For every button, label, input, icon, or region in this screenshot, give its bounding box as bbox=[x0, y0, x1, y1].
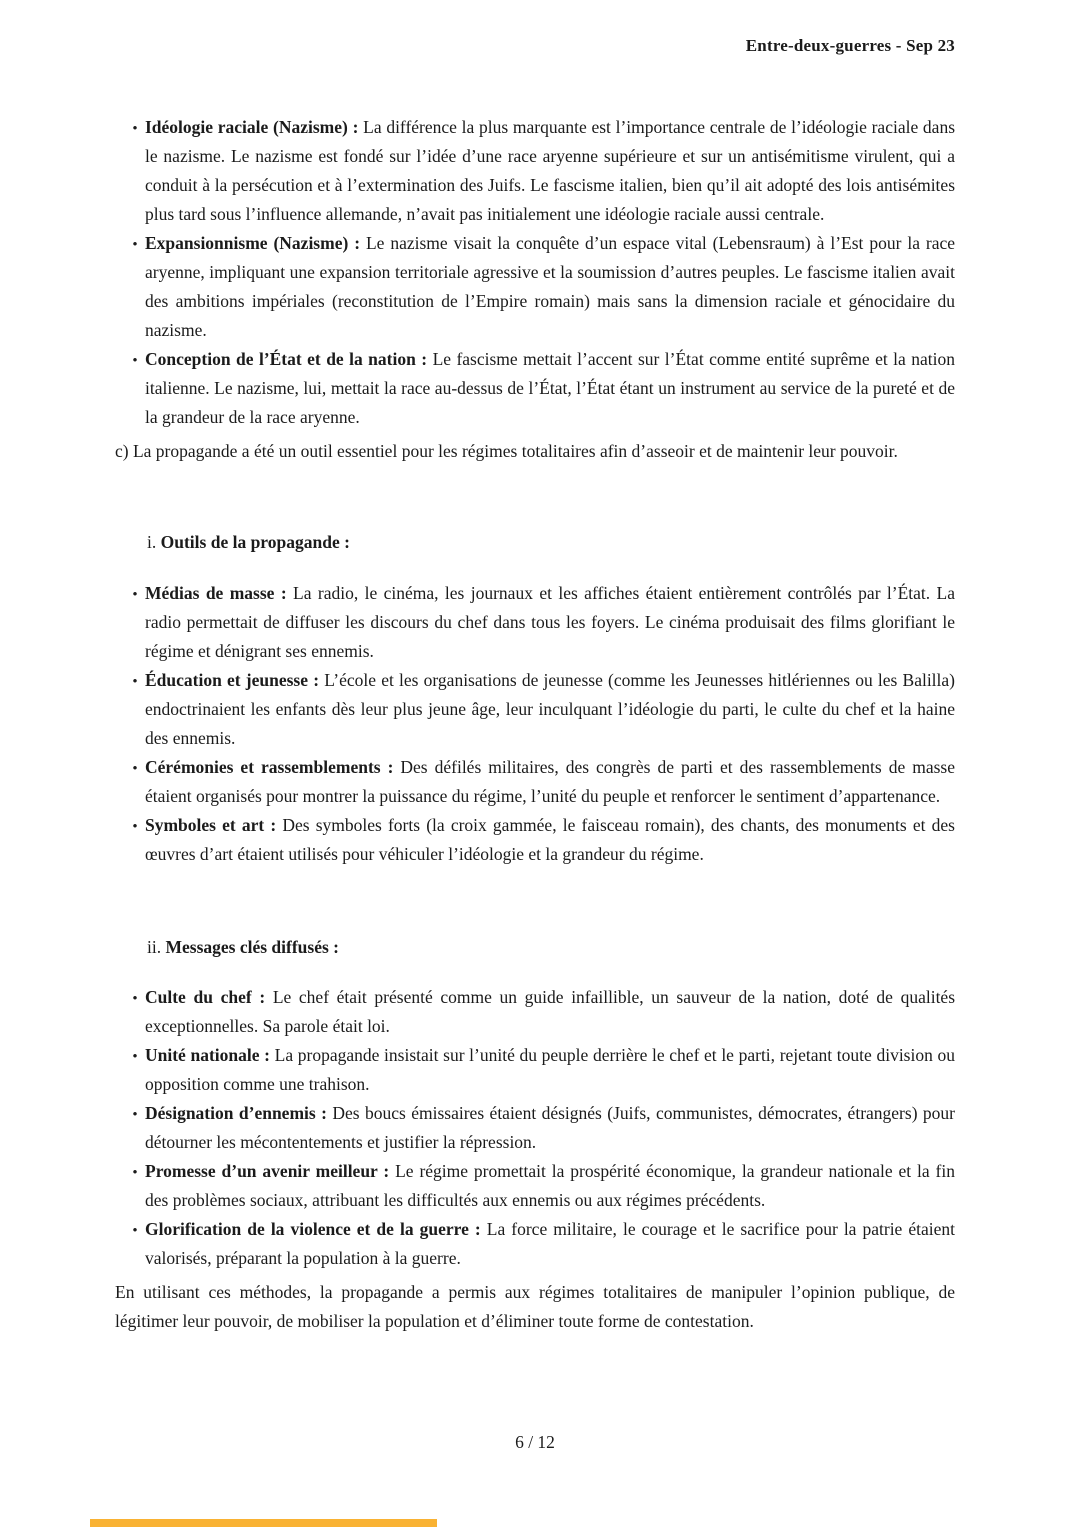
item-text: Le chef était présenté comme un guide infaillible, un sauveur de la nation, doté de qualités exceptionnelles. Sa parole était loi. bbox=[145, 987, 956, 1036]
bullet-icon bbox=[129, 229, 141, 260]
item-label: Glorification de la violence et de la guerre : bbox=[145, 1219, 481, 1239]
bullet-icon bbox=[129, 666, 141, 697]
closing-paragraph: En utilisant ces méthodes, la propagande a permis aux régimes totalitaires de manipuler l’opinion publique, de légitimer leur pouvoir, de mobiliser la population et d’éliminer toute forme de contestation. bbox=[115, 1282, 955, 1331]
bullet-icon bbox=[129, 983, 141, 1014]
list-item bbox=[115, 753, 955, 811]
item-label: Cérémonies et rassemblements : bbox=[145, 757, 394, 777]
item-text: La radio, le cinéma, les journaux et les affiches étaient entièrement contrôlés par l’État. La radio permettait de diffuser les discours du chef dans tous les foyers. Le cinéma produisait des films glorifiant le régime et dénigrant ses ennemis. bbox=[145, 583, 956, 661]
list-item bbox=[115, 345, 955, 432]
section-heading-messages bbox=[147, 933, 955, 962]
bullet-icon bbox=[129, 1041, 141, 1072]
item-text: La propagande insistait sur l’unité du peuple derrière le chef et le parti, rejetant toute division ou opposition comme une trahison. bbox=[145, 1045, 955, 1094]
item-label: Éducation et jeunesse : bbox=[145, 670, 320, 690]
list-item bbox=[115, 229, 955, 345]
item-text: La différence la plus marquante est l’importance centrale de l’idéologie raciale dans le nazisme. Le nazisme est fondé sur l’idée d’une race aryenne supérieure et sur un antisémitisme virulent, qui a conduit à la persécution et à l’extermination des Juifs. Le fascisme italien, bien qu’il ait adopté des lois antisémites plus tard sous l’influence allemande, n’avait pas initialement une idéologie raciale aussi centrale. bbox=[145, 117, 956, 224]
bullet-icon bbox=[129, 753, 141, 784]
page-number: 6 / 12 bbox=[515, 1432, 555, 1452]
bullet-icon bbox=[129, 579, 141, 610]
highlight-bar bbox=[90, 1519, 437, 1527]
item-label: Symboles et art : bbox=[145, 815, 277, 835]
bullet-icon bbox=[129, 1215, 141, 1246]
list-item bbox=[115, 579, 955, 666]
item-label: Idéologie raciale (Nazisme) : bbox=[145, 117, 359, 137]
paragraph-c: c) La propagande a été un outil essentiel pour les régimes totalitaires afin d’asseoir et de maintenir leur pouvoir. bbox=[115, 441, 898, 461]
list-item bbox=[115, 113, 955, 229]
item-label: Promesse d’un avenir meilleur : bbox=[145, 1161, 390, 1181]
section-heading-outils bbox=[147, 528, 955, 557]
list-item bbox=[115, 1041, 955, 1099]
item-text: Le nazisme visait la conquête d’un espace vital (Lebensraum) à l’Est pour la race aryenne, impliquant une expansion territoriale agressive et la soumission d’autres peuples. Le fascisme italien avait des ambitions impériales (reconstitution de l’Empire romain) mais sans la dimension raciale et génocidaire du nazisme. bbox=[145, 233, 956, 340]
item-text: Des boucs émissaires étaient désignés (Juifs, communistes, démocrates, étrangers) pour détourner les mécontentements et justifier la répression. bbox=[145, 1103, 956, 1152]
bullet-icon bbox=[129, 1157, 141, 1188]
section-prefix: ii. bbox=[147, 937, 162, 957]
bullet-icon bbox=[129, 345, 141, 376]
bullet-icon bbox=[129, 1099, 141, 1130]
messages-list bbox=[115, 983, 955, 1273]
page-footer bbox=[115, 1432, 955, 1453]
comparison-list bbox=[115, 113, 955, 432]
list-item bbox=[115, 666, 955, 753]
item-text: Des symboles forts (la croix gammée, le faisceau romain), des chants, des monuments et des œuvres d’art étaient utilisés pour véhiculer l’idéologie et la grandeur du régime. bbox=[145, 815, 955, 864]
section-title: Outils de la propagande : bbox=[160, 532, 350, 552]
list-item bbox=[115, 1099, 955, 1157]
item-label: Unité nationale : bbox=[145, 1045, 270, 1065]
section-prefix: i. bbox=[147, 532, 157, 552]
list-item bbox=[115, 1157, 955, 1215]
item-text: Le régime promettait la prospérité économique, la grandeur nationale et la fin des problèmes sociaux, attribuant les difficultés aux ennemis ou aux régimes précédents. bbox=[145, 1161, 955, 1210]
item-label: Culte du chef : bbox=[145, 987, 266, 1007]
list-item bbox=[115, 1215, 955, 1273]
item-label: Conception de l’État et de la nation : bbox=[145, 349, 428, 369]
item-text: Le fascisme mettait l’accent sur l’État comme entité suprême et la nation italienne. Le nazisme, lui, mettait la race au-dessus de l’État, l’État étant un instrument au service de la pureté et de la grandeur de la race aryenne. bbox=[145, 349, 955, 427]
bullet-icon bbox=[129, 113, 141, 144]
item-label: Désignation d’ennemis : bbox=[145, 1103, 327, 1123]
header-title: Entre-deux-guerres - Sep 23 bbox=[745, 36, 955, 55]
item-text: La force militaire, le courage et le sacrifice pour la patrie étaient valorisés, préparant la population à la guerre. bbox=[145, 1219, 956, 1268]
document-content bbox=[115, 113, 955, 1336]
item-text: Des défilés militaires, des congrès de parti et des rassemblements de masse étaient organisés pour montrer la puissance du régime, l’unité du peuple et renforcer le sentiment d’appartenance. bbox=[145, 757, 956, 806]
item-text: L’école et les organisations de jeunesse (comme les Jeunesses hitlériennes ou les Balilla) endoctrinaient les enfants dès leur plus jeune âge, leur inculquant l’idéologie du parti, le culte du chef et la haine des ennemis. bbox=[145, 670, 956, 748]
list-item bbox=[115, 983, 955, 1041]
page-header bbox=[746, 36, 955, 56]
item-label: Expansionnisme (Nazisme) : bbox=[145, 233, 361, 253]
section-title: Messages clés diffusés : bbox=[165, 937, 339, 957]
bullet-icon bbox=[129, 811, 141, 842]
item-label: Médias de masse : bbox=[145, 583, 287, 603]
list-item bbox=[115, 811, 955, 869]
tools-list bbox=[115, 579, 955, 869]
